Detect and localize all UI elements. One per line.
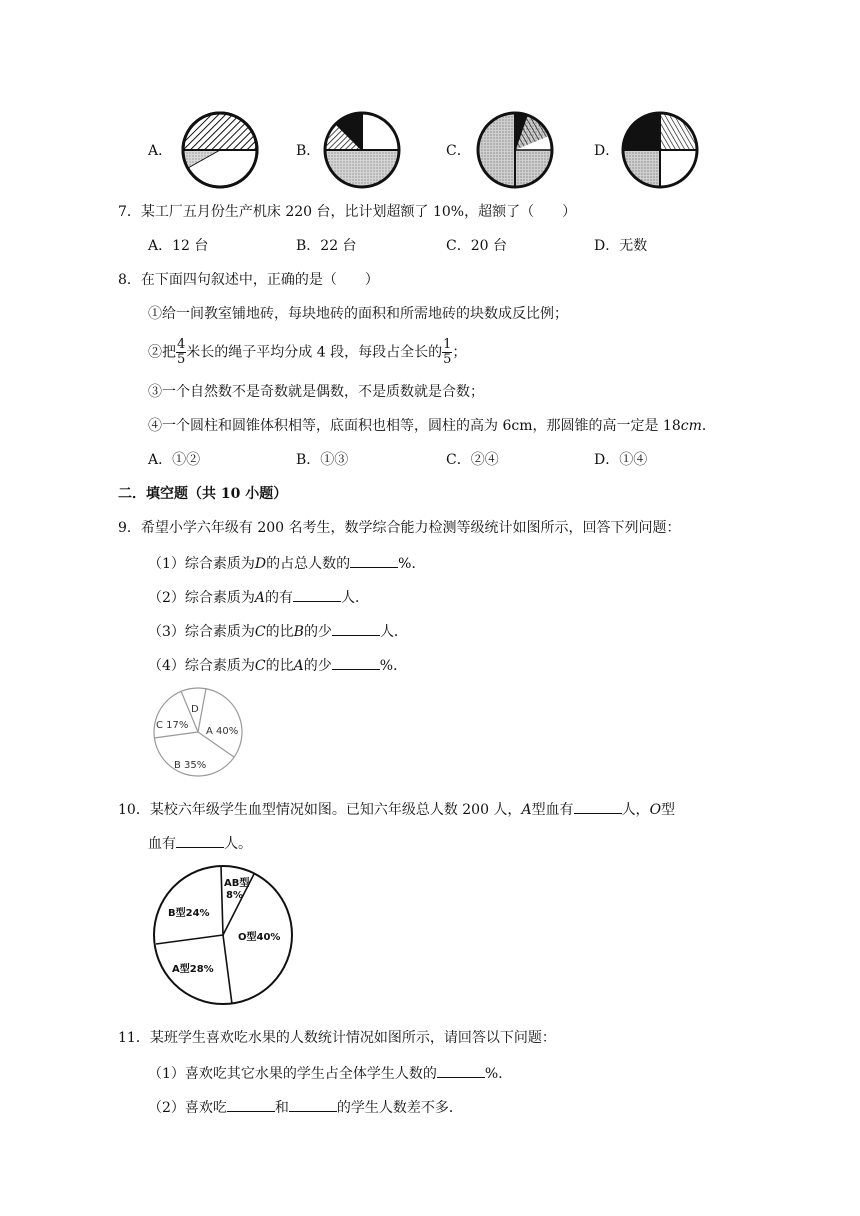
q10-answer-blank-a[interactable] xyxy=(574,798,622,814)
q8-statement-4 xyxy=(148,416,716,436)
q6-option-a-pie xyxy=(180,110,260,190)
q9-p2-var: A xyxy=(254,590,266,606)
q9-p3-answer-blank[interactable] xyxy=(332,620,380,636)
q9-p4-answer-blank[interactable] xyxy=(332,654,380,670)
q6-option-c-pie xyxy=(475,110,555,190)
fraction-numerator: 4 xyxy=(177,337,186,352)
q7-option-c[interactable]: C．20 台 xyxy=(446,238,507,254)
q11-p2-answer-blank-2[interactable] xyxy=(289,1096,337,1112)
q10-stem-line1 xyxy=(118,798,675,820)
q7-option-d[interactable]: D．无数 xyxy=(594,238,648,254)
q6-option-b-label: B． xyxy=(296,143,321,159)
q9-p3-text2: 的少 xyxy=(303,624,332,640)
q8-s2-mid: 米长的绳子平均分成 4 段，每段占全长的 xyxy=(186,344,443,361)
q10-stem-mid2: 人， xyxy=(621,802,650,818)
q9-p4-mid: 的比 xyxy=(265,658,294,674)
q6-option-d-label: D． xyxy=(594,143,620,159)
q11-p2-answer-blank-1[interactable] xyxy=(227,1096,275,1112)
q9-p3-var2: B xyxy=(293,624,304,640)
q9-p3-text: （3）综合素质为 xyxy=(148,624,255,640)
q10-label-a: A型28% xyxy=(172,964,214,975)
q9-p1-end: %． xyxy=(398,556,426,572)
q10-answer-blank-o[interactable] xyxy=(176,832,224,848)
q8-option-a[interactable]: A．①② xyxy=(148,452,201,468)
q6-option-a-label: A． xyxy=(148,143,173,159)
q8-statement-1: ①给一间教室铺地砖，每块地砖的面积和所需地砖的块数成反比例； xyxy=(148,306,568,322)
q10-label-ab-type: AB型 xyxy=(224,878,250,889)
q8-s4-pre: ④一个圆柱和圆锥体积相等，底面积也相等，圆柱的高为 6cm，那圆锥的高一定是 18 xyxy=(148,418,681,434)
q8-option-b[interactable]: B．①③ xyxy=(296,452,349,468)
q10-pie-chart xyxy=(148,862,298,1010)
q6-option-d-pie xyxy=(620,110,700,190)
q8-option-c[interactable]: C．②④ xyxy=(446,452,499,468)
q9-stem: 9．希望小学六年级有 200 名考生，数学综合能力检测等级统计如图所示，回答下列问题： xyxy=(118,520,681,536)
fraction-four-fifths xyxy=(176,338,186,367)
q11-stem: 11．某班学生喜欢吃水果的人数统计情况如图所示，请回答以下问题： xyxy=(118,1030,556,1046)
q9-p4-text: （4）综合素质为 xyxy=(148,658,255,674)
fraction-denominator: 5 xyxy=(443,352,452,367)
q9-p4-var2: A xyxy=(293,658,304,674)
q8-s2-post: ； xyxy=(452,344,467,361)
q8-option-d[interactable]: D．①④ xyxy=(594,452,648,468)
q6-a-slice-hatch xyxy=(183,113,257,150)
q9-p2-answer-blank[interactable] xyxy=(293,586,341,602)
q9-p2-end: 人． xyxy=(341,590,370,606)
q10-stem-end: 型 xyxy=(661,802,676,818)
q11-p1-text: （1）喜欢吃其它水果的学生占全体学生人数的 xyxy=(148,1066,437,1082)
q6-option-c-label: C． xyxy=(446,143,471,159)
q9-pie-chart xyxy=(148,684,248,780)
q8-statement-2 xyxy=(148,338,466,367)
q11-p2-text: （2）喜欢吃 xyxy=(148,1100,227,1116)
q10-var-a: A xyxy=(521,802,532,818)
q9-p2-text: （2）综合素质为 xyxy=(148,590,255,606)
q10-line2-pre: 血有 xyxy=(148,836,176,852)
section-title: 二．填空题（共 10 小题） xyxy=(118,486,288,502)
q6-b-slice-grey xyxy=(325,150,399,187)
q10-label-o: O型40% xyxy=(238,932,281,943)
q9-p3-end: 人． xyxy=(379,624,408,640)
q9-slice-label-c: C 17% xyxy=(156,720,189,731)
q9-p4-text2: 的少 xyxy=(303,658,332,674)
q10-line2-end: 人。 xyxy=(224,836,252,852)
q9-part-2 xyxy=(148,586,369,608)
fraction-one-fifth xyxy=(442,338,452,367)
fraction-denominator: 5 xyxy=(177,352,186,367)
fraction-numerator: 1 xyxy=(443,337,452,352)
q8-statement-3: ③一个自然数不是奇数就是偶数，不是质数就是合数； xyxy=(148,384,484,400)
q9-part-4 xyxy=(148,654,407,676)
q9-p3-var1: C xyxy=(254,624,266,640)
q8-s2-pre: ②把 xyxy=(148,344,176,361)
q7-option-b[interactable]: B．22 台 xyxy=(296,238,357,254)
q11-p2-end: 的学生人数差不多． xyxy=(336,1100,463,1116)
q9-p1-answer-blank[interactable] xyxy=(350,552,398,568)
q9-p4-var1: C xyxy=(254,658,266,674)
q9-part-3 xyxy=(148,620,408,642)
q9-p1-var: D xyxy=(254,556,267,572)
q11-part-2 xyxy=(148,1096,463,1118)
q10-stem-line2 xyxy=(148,832,252,854)
q9-p3-mid: 的比 xyxy=(265,624,294,640)
q9-p1-text: （1）综合素质为 xyxy=(148,556,255,572)
q9-p4-end: %． xyxy=(379,658,408,674)
q11-p1-answer-blank[interactable] xyxy=(437,1062,485,1078)
q9-p2-text2: 的有 xyxy=(265,590,294,606)
q10-label-b: B型24% xyxy=(168,908,210,919)
q9-slice-label-a: A 40% xyxy=(206,726,239,737)
q10-stem-mid: 型血有 xyxy=(531,802,574,818)
q9-slice-label-b: B 35% xyxy=(174,760,207,771)
q8-s4-post: ． xyxy=(701,418,716,434)
q9-part-1 xyxy=(148,552,425,574)
q10-stem-pre: 10．某校六年级学生血型情况如图。已知六年级总人数 200 人， xyxy=(118,802,522,818)
q10-label-ab-pct: 8% xyxy=(226,890,243,901)
q9-p1-text2: 的占总人数的 xyxy=(266,556,351,572)
q7-option-a[interactable]: A．12 台 xyxy=(148,238,209,254)
q11-part-1 xyxy=(148,1062,512,1084)
q7-stem: 7．某工厂五月份生产机床 220 台，比计划超额了 10%，超额了（ ） xyxy=(118,204,577,220)
q9-slice-label-d: D xyxy=(191,704,199,715)
q8-s4-unit: cm xyxy=(680,418,702,434)
q8-stem: 8．在下面四句叙述中，正确的是（ ） xyxy=(118,272,379,288)
q11-p1-end: %． xyxy=(484,1066,513,1082)
q11-p2-mid: 和 xyxy=(274,1100,289,1116)
q6-option-b-pie xyxy=(322,110,402,190)
q10-var-o: O xyxy=(649,802,662,818)
